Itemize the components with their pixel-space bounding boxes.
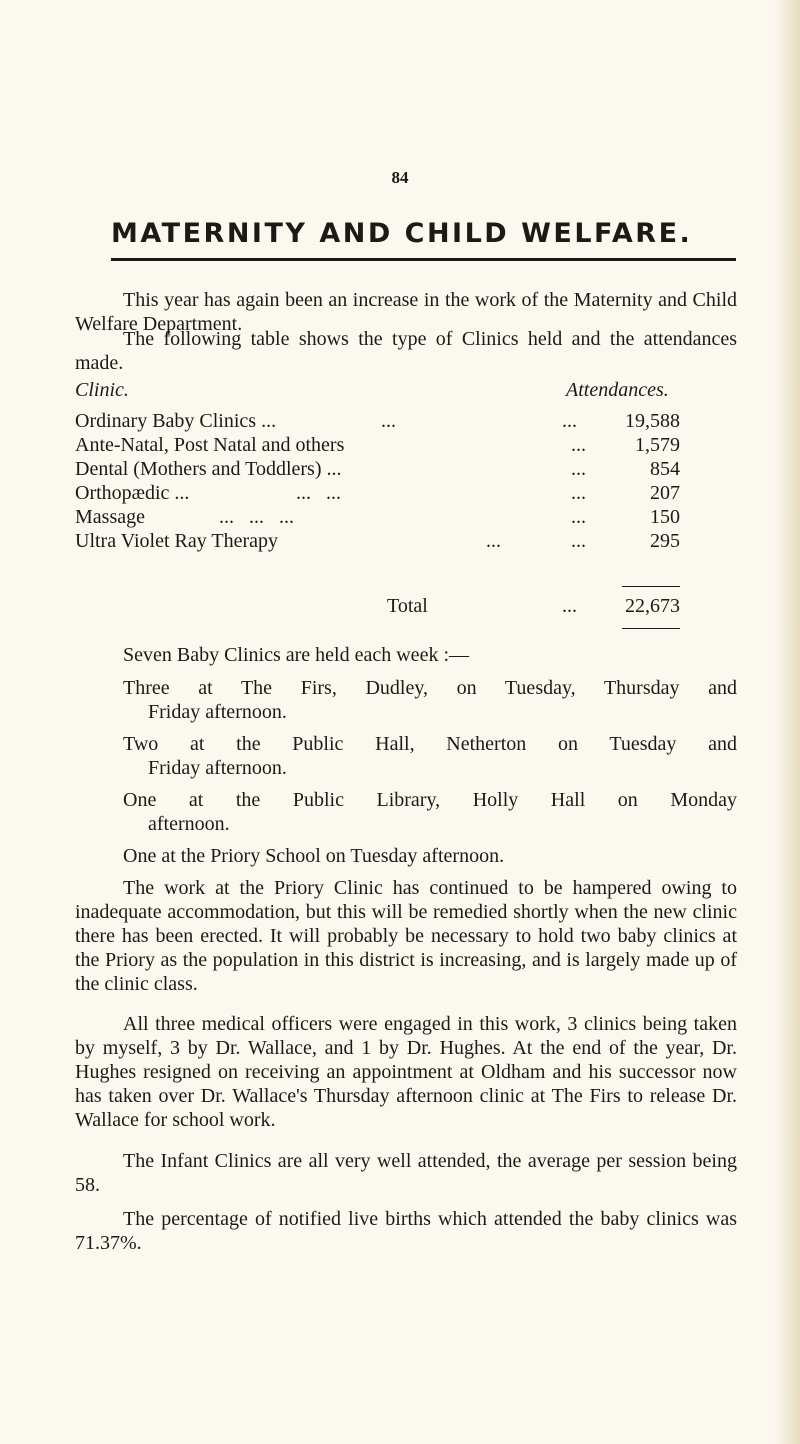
row-value: 854 [650,458,680,480]
total-value: 22,673 [625,595,680,617]
row-dots: ... [571,458,586,480]
row-value: 295 [650,530,680,552]
intro-paragraph-1: This year has again been an increase in the work of the Maternity and Child Welfare Department. [75,289,737,335]
clinic-line: afternoon. [148,813,230,835]
row-value: 1,579 [635,434,680,456]
table-row [75,481,737,505]
row-dots: ... [381,410,396,432]
clinic-line: One at the Priory School on Tuesday afternoon. [123,845,505,867]
page-edge-shading [774,0,800,1444]
paragraph-priory: The work at the Priory Clinic has continued to be hampered owing to inadequate accommodation, but this will be remedied shortly when the new clinic there has been erected. It will probably be necessary to hold two baby clinics at the Priory as the population in this district is increasing, and is largely made up of the clinic class. [75,877,737,995]
total-dots: ... [562,595,577,617]
row-label: Ultra Violet Ray Therapy [75,530,279,552]
table-row [75,457,737,481]
row-value: 19,588 [625,410,680,432]
clinic-list-item [123,788,737,836]
clinic-line: Friday afternoon. [148,757,287,779]
sum-rule-top [622,586,680,587]
table-header-attendances: Attendances. [566,379,669,401]
clinics-intro: Seven Baby Clinics are held each week :— [123,644,469,666]
intro-paragraph-2: The following table shows the type of Clinics held and the attendances made. [75,328,737,374]
paragraph-attendance: The Infant Clinics are all very well attended, the average per session being 58. [75,1150,737,1196]
table-header-clinic: Clinic. [75,379,129,401]
row-label: Massage [75,506,145,528]
table-row [75,529,737,553]
row-dots: ... [571,530,586,552]
paragraph-percentage: The percentage of notified live births which attended the baby clinics was 71.37%. [75,1208,737,1254]
page-heading: MATERNITY AND CHILD WELFARE. [111,218,693,249]
row-value: 207 [650,482,680,504]
paragraph-officers: All three medical officers were engaged in this work, 3 clinics being taken by myself, 3 by Dr. Wallace, and 1 by Dr. Hughes. At the end of the year, Dr. Hughes resigned on receiving an appointment at Oldham and his successor now has taken over Dr. Wallace's Thursday afternoon clinic at The Firs to release Dr. Wallace for school work. [75,1013,737,1131]
clinic-line: One at the Public Library, Holly Hall on Monday [123,789,737,811]
table-row [75,409,737,433]
row-value: 150 [650,506,680,528]
page-number: 84 [391,168,409,187]
row-label: Dental (Mothers and Toddlers) ... [75,458,342,480]
row-dots: ... [486,530,501,552]
row-label: Ante-Natal, Post Natal and others [75,434,345,456]
clinic-list-item [123,732,737,780]
row-dots: ... [571,506,586,528]
clinic-list-item [123,844,737,868]
total-label: Total [387,595,428,617]
sum-rule-bottom [622,628,680,629]
row-dots: ... [571,434,586,456]
clinic-line: Three at The Firs, Dudley, on Tuesday, Thursday and [123,677,737,699]
row-dots: ... [571,482,586,504]
heading-underline [111,258,736,261]
clinic-line: Friday afternoon. [148,701,287,723]
row-dots: ... ... ... [219,506,294,528]
clinic-list-item [123,676,737,724]
row-label: Orthopædic ... [75,482,190,504]
row-label: Ordinary Baby Clinics ... [75,410,277,432]
clinic-line: Two at the Public Hall, Netherton on Tuesday and [123,733,737,755]
row-dots: ... ... [296,482,341,504]
table-row [75,433,737,457]
table-row [75,505,737,529]
row-dots: ... [562,410,577,432]
